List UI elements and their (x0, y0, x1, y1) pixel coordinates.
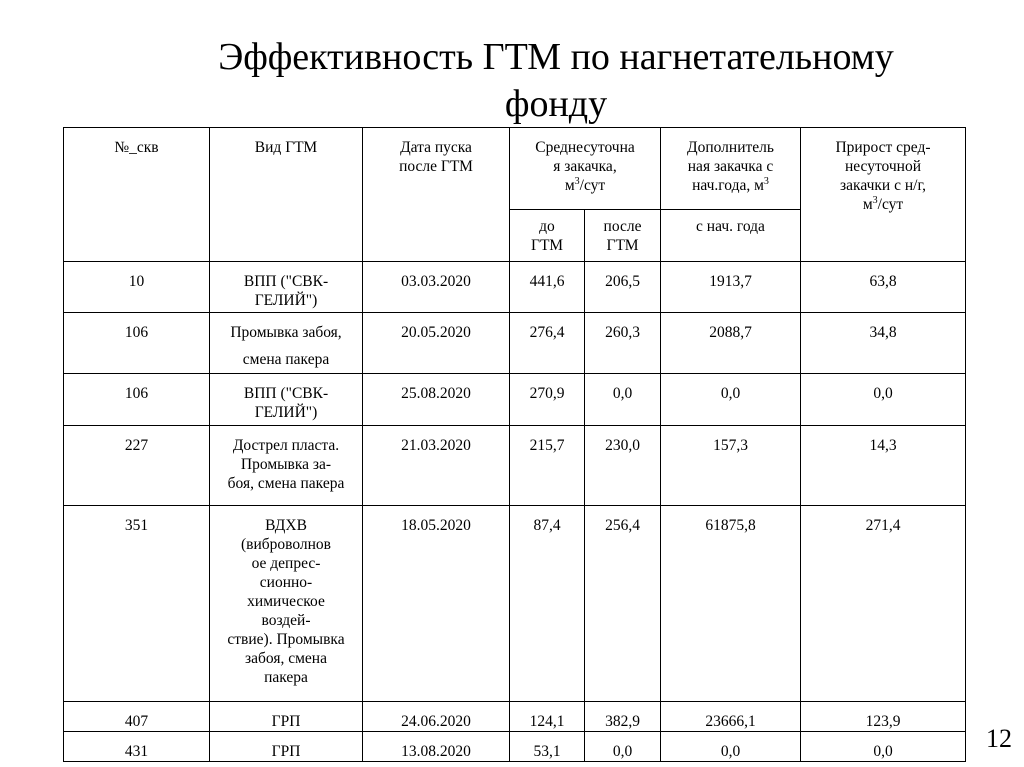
cell-date: 21.03.2020 (363, 426, 510, 506)
header-after-gtm: после ГТМ (585, 210, 661, 262)
page-number: 12 (986, 724, 1012, 753)
cell-after: 382,9 (585, 702, 661, 732)
cell-additional: 1913,7 (661, 262, 801, 313)
header-avg-daily-injection: Среднесуточна я закачка, $м^3$/сут (510, 128, 661, 210)
cell-gtm: ГРП (210, 702, 363, 732)
header-well: №_скв (64, 128, 210, 262)
cell-additional: 23666,1 (661, 702, 801, 732)
cell-after: 260,3 (585, 313, 661, 374)
gtm-efficiency-table (63, 127, 966, 762)
table-row (64, 262, 966, 313)
cell-after: 256,4 (585, 506, 661, 702)
cell-growth: 14,3 (801, 426, 966, 506)
table-row (64, 732, 966, 762)
cell-gtm: Дострел пласта. Промывка за- боя, смена пакера (210, 426, 363, 506)
cell-well: 10 (64, 262, 210, 313)
table-row (64, 506, 966, 702)
cell-additional: 2088,7 (661, 313, 801, 374)
cell-well: 227 (64, 426, 210, 506)
cell-gtm: ВПП ("СВК- ГЕЛИЙ") (210, 374, 363, 426)
cell-gtm: ГРП (210, 732, 363, 762)
header-growth: Прирост сред- несуточной закачки с н/г, $м^3$/сут (801, 128, 966, 262)
cell-date: 13.08.2020 (363, 732, 510, 762)
cell-gtm: Промывка забоя, смена пакера (210, 313, 363, 374)
cell-growth: 0,0 (801, 732, 966, 762)
header-gtm-type: Вид ГТМ (210, 128, 363, 262)
cell-growth: 271,4 (801, 506, 966, 702)
cell-before: 270,9 (510, 374, 585, 426)
cell-date: 20.05.2020 (363, 313, 510, 374)
cell-date: 24.06.2020 (363, 702, 510, 732)
cell-before: 53,1 (510, 732, 585, 762)
cell-well: 106 (64, 313, 210, 374)
cell-well: 351 (64, 506, 210, 702)
header-before-gtm: до ГТМ (510, 210, 585, 262)
cell-before: 87,4 (510, 506, 585, 702)
table-row (64, 426, 966, 506)
cell-date: 03.03.2020 (363, 262, 510, 313)
cell-well: 106 (64, 374, 210, 426)
cell-gtm: ВДХВ (виброволнов ое депрес- сионно- химическое воздей- ствие). Промывка забоя, смена пакера (210, 506, 363, 702)
cell-growth: 123,9 (801, 702, 966, 732)
header-since-year-start: с нач. года (661, 210, 801, 262)
cell-date: 18.05.2020 (363, 506, 510, 702)
cell-additional: 61875,8 (661, 506, 801, 702)
cell-growth: 63,8 (801, 262, 966, 313)
slide-title-line2: фонду (504, 83, 608, 125)
cell-additional: 157,3 (661, 426, 801, 506)
header-row-main (64, 128, 966, 210)
cell-before: 124,1 (510, 702, 585, 732)
table-row (64, 374, 966, 426)
cell-well: 407 (64, 702, 210, 732)
cell-before: 441,6 (510, 262, 585, 313)
cell-after: 0,0 (585, 732, 661, 762)
cell-additional: 0,0 (661, 374, 801, 426)
cell-before: 215,7 (510, 426, 585, 506)
cell-well: 431 (64, 732, 210, 762)
cell-additional: 0,0 (661, 732, 801, 762)
cell-date: 25.08.2020 (363, 374, 510, 426)
slide-title-line1: Эффективность ГТМ по нагнетательному (218, 36, 894, 78)
cell-growth: 0,0 (801, 374, 966, 426)
table-row (64, 702, 966, 732)
cell-after: 206,5 (585, 262, 661, 313)
table-row (64, 313, 966, 374)
header-additional-injection: Дополнитель ная закачка с нач.года, $м^3$ (661, 128, 801, 210)
cell-after: 230,0 (585, 426, 661, 506)
cell-before: 276,4 (510, 313, 585, 374)
header-start-date: Дата пуска после ГТМ (363, 128, 510, 262)
slide-title (150, 34, 962, 128)
cell-after: 0,0 (585, 374, 661, 426)
cell-growth: 34,8 (801, 313, 966, 374)
cell-gtm: ВПП ("СВК- ГЕЛИЙ") (210, 262, 363, 313)
